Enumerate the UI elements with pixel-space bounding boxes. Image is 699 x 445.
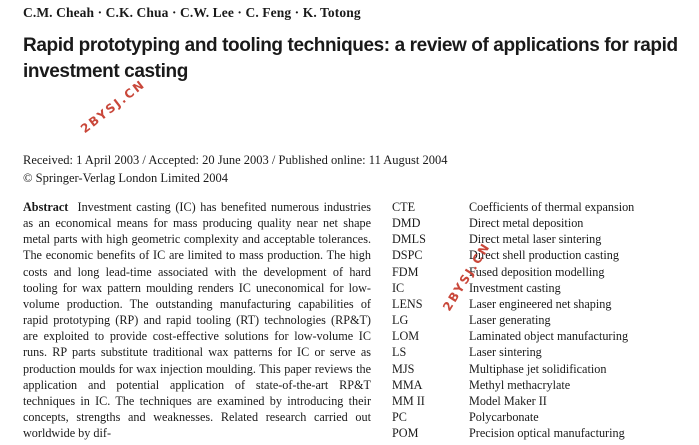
abbreviation-code: LG (392, 313, 409, 328)
abbreviation-code: FDM (392, 264, 419, 279)
abbreviation-definition: Laser generating (469, 313, 551, 328)
abbreviation-definition: Methyl methacrylate (469, 377, 571, 392)
abbreviation-definition: Investment casting (469, 280, 561, 295)
abbreviation-definition: Laser engineered net shaping (469, 296, 612, 311)
abbreviation-row (392, 361, 692, 377)
abbreviation-row (392, 280, 692, 296)
abbreviation-definition: Laser sintering (469, 345, 542, 360)
abbreviation-code: LS (392, 345, 407, 360)
abbreviation-row (392, 199, 692, 215)
abbreviation-code: IC (392, 280, 405, 295)
abbreviation-definition: Fused deposition modelling (469, 264, 605, 279)
abbreviation-row (392, 296, 692, 312)
paper-title: Rapid prototyping and tooling techniques: a review of applications for rapid investment casting (23, 35, 678, 82)
abbreviation-code: MMA (392, 377, 423, 392)
abbreviation-code: MM II (392, 393, 425, 408)
abbreviation-row (392, 409, 692, 425)
abbreviation-definition: Model Maker II (469, 393, 547, 408)
abstract (23, 199, 371, 441)
abbreviation-code: POM (392, 426, 419, 441)
abbreviation-list (392, 199, 692, 441)
abbreviation-code: DMLS (392, 232, 426, 247)
abstract-text: Investment casting (IC) has benefited numerous industries as an economical means for mass producing quality near net shape metal parts with high geometric complexity and acceptable tolerances. The economic benefits of IC are limited to mass production. The high costs and long lead-time associated with the development of hard tooling for wax pattern moulding renders IC uneconomical for low-volume production. The outstanding manufacturing capabilities of rapid prototyping (RP) and rapid tooling (RT) technologies (RP&T) are exploited to provide cost-effective solutions for low-volume IC runs. RP parts substitute traditional wax patterns for IC or serve as production moulds for wax injection moulding. This paper reviews the application and potential application of state-of-the-art RP&T techniques in IC. The techniques are examined by introducing their concepts, strengths and weaknesses. Related research carried out worldwide by dif- (23, 200, 371, 441)
watermark: 2BYSJ.CN (440, 239, 494, 314)
abbreviation-row (392, 377, 692, 393)
abbreviation-definition: Direct shell production casting (469, 248, 619, 263)
abbreviation-code: DMD (392, 216, 421, 231)
abbreviation-definition: Direct metal deposition (469, 216, 584, 231)
abbreviation-row (392, 425, 692, 441)
abbreviation-row (392, 247, 692, 263)
abbreviation-row (392, 328, 692, 344)
abbreviation-row (392, 215, 692, 231)
publication-info (23, 151, 448, 187)
abbreviation-row (392, 231, 692, 247)
abbreviation-row (392, 264, 692, 280)
abbreviation-code: LOM (392, 329, 420, 344)
watermark: 2BYSJ.CN (78, 76, 149, 137)
abbreviation-code: MJS (392, 361, 415, 376)
abbreviation-definition: Multiphase jet solidification (469, 361, 607, 376)
received-dates: Received: 1 April 2003 / Accepted: 20 June 2003 / Published online: 11 August 2004 (23, 153, 448, 167)
abbreviation-definition: Laminated object manufacturing (469, 329, 629, 344)
copyright-notice: © Springer-Verlag London Limited 2004 (23, 171, 229, 185)
abbreviation-definition: Precision optical manufacturing (469, 426, 625, 441)
abbreviation-row (392, 312, 692, 328)
abbreviation-code: LENS (392, 296, 423, 311)
author-list: C.M. Cheah · C.K. Chua · C.W. Lee · C. Feng · K. Totong (23, 5, 361, 20)
abstract-label: Abstract (23, 200, 69, 214)
abbreviation-code: DSPC (392, 248, 423, 263)
abbreviation-definition: Coefficients of thermal expansion (469, 200, 635, 214)
abbreviation-row (392, 393, 692, 409)
abbreviation-code: PC (392, 410, 407, 425)
abbreviation-row (392, 344, 692, 360)
abbreviation-code: CTE (392, 200, 416, 214)
abbreviation-definition: Polycarbonate (469, 410, 539, 425)
abbreviation-definition: Direct metal laser sintering (469, 232, 602, 247)
